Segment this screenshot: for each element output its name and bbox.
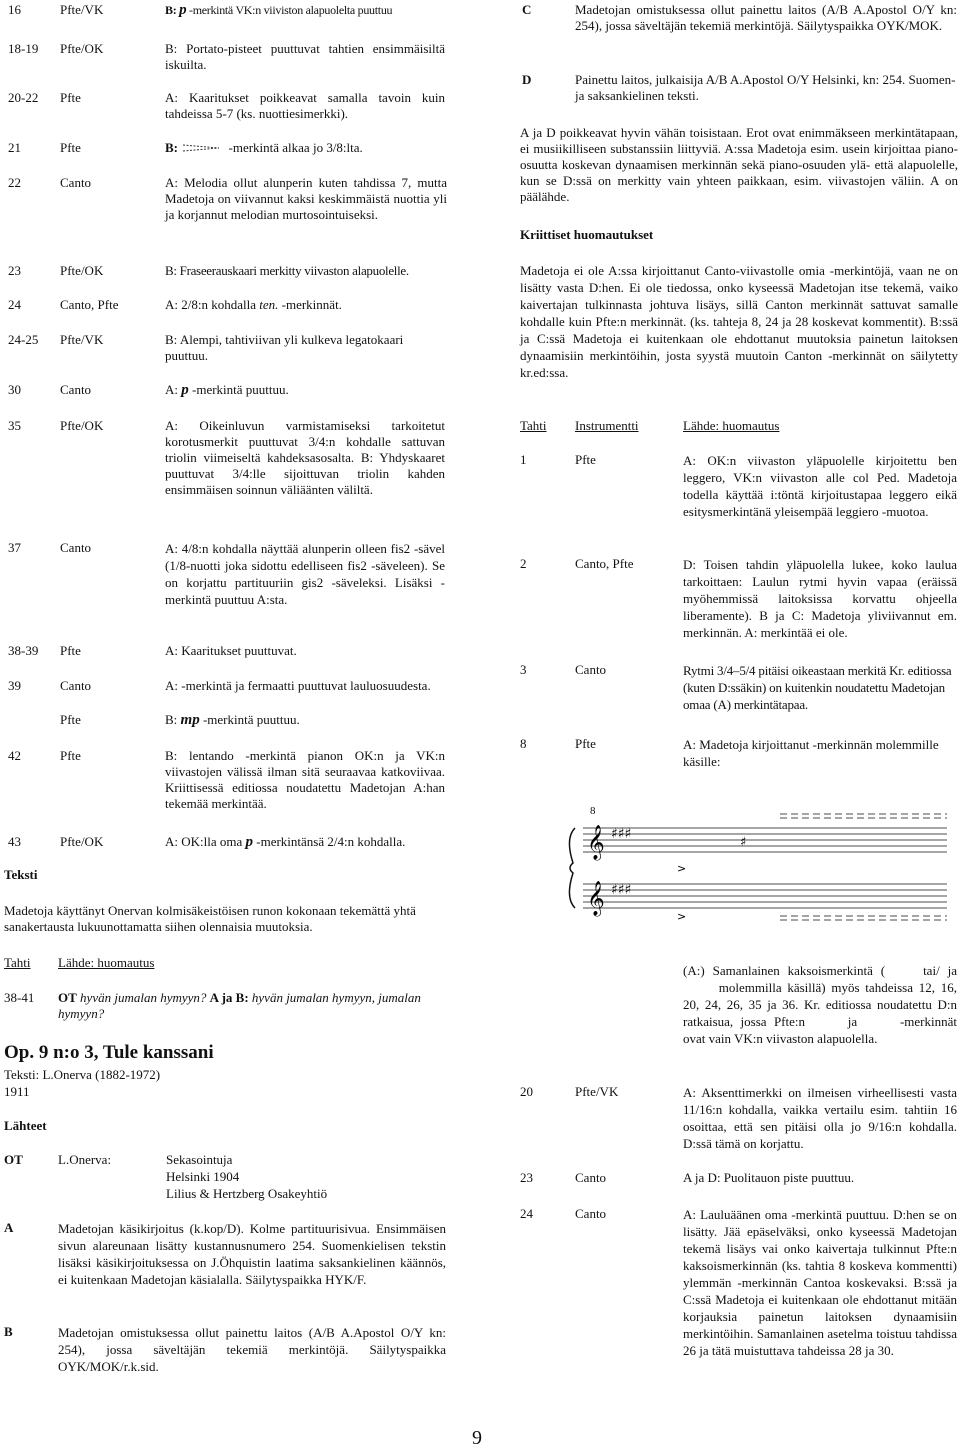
text-author: Teksti: L.Onerva (1882-1972) — [4, 1067, 161, 1082]
svg-text:>: > — [677, 862, 687, 875]
note-prefix: A: — [165, 382, 182, 397]
instrument: Pfte — [60, 712, 81, 727]
page-number: 9 — [472, 1427, 482, 1449]
instrument: Canto, Pfte — [575, 556, 634, 571]
bar-number: 37 — [8, 540, 21, 555]
section-heading-kriittiset: Kriittiset huomautukset — [520, 227, 654, 242]
instrument: Pfte/OK — [60, 834, 104, 849]
bar-number: 43 — [8, 834, 21, 849]
note-text: -merkintänsä 2/4:n kohdalla. — [253, 834, 406, 849]
instrument: Canto — [60, 540, 92, 555]
note-text: (A:) Samanlainen kaksoismerkintä ( — [683, 963, 886, 978]
bar-number: 38-39 — [8, 643, 39, 658]
dynamic-mark: mp — [180, 712, 200, 728]
instrument: Canto — [575, 1206, 607, 1221]
instrument: Canto — [60, 175, 92, 190]
note: Rytmi 3/4–5/4 pitäisi oikeastaan merkitä Kr. editiossa (kuten D:ssäkin) on kuitenkin noudatettu Madetojan omaa (A) merkintätapaa. — [683, 663, 952, 712]
italic-term: ten. — [259, 297, 279, 312]
bar-number: 24-25 — [8, 332, 39, 347]
instrument-text: Pfte/VK — [60, 2, 104, 17]
note: B: Fraseerauskaari merkitty viivaston alapuolelle. — [165, 263, 409, 278]
note — [165, 712, 445, 728]
note: A: Aksenttimerkki on ilmeisen virheellisesti vasta 11/16:n kohdalla, vaikka vertailu esim. tahtiin 16 osoittaa, että sen pitäisi olla jo 9/16:n kohdalla. D:ssä tämä on korjattu. — [683, 1085, 957, 1151]
diminuendo-icon — [181, 140, 225, 156]
note-text: ja — [947, 963, 958, 978]
column-header: Instrumentti — [575, 418, 639, 433]
bar-number: 20-22 — [8, 90, 39, 105]
instrument: Pfte/VK — [60, 332, 104, 347]
bar-number: 24 — [520, 1206, 533, 1221]
instrument: Pfte — [60, 90, 81, 105]
note-text: -merkintä puuttuu. — [188, 382, 289, 397]
music-bar-number: 8 — [590, 805, 596, 817]
bar-number: 3 — [520, 662, 527, 677]
source-key: D — [522, 72, 532, 87]
note: B: Portato-pisteet puuttuvat tahtien ensimmäisiltä iskuilta. — [165, 41, 445, 72]
source-key: A — [4, 1220, 14, 1235]
note: A: Oikeinluvun varmistamiseksi tarkoitetut korotusmerkit puuttuvat 3/4:n kohdalle sattuvan triolin viimeiseltä kahdeksasosalta. B: Yhdyskaaret puuttuvat 3/4:lle sijoittuvan triolin kahden ensimmäisen soinnun väliäänten väliltä. — [165, 418, 445, 497]
note: A: 4/8:n kohdalla näyttää alunperin olleen fis2 -sävel (1/8-nuotti joka sidottu edelliseen fis2 -säveleen). Se on korjattu partituuriin gis2 -säveleksi. Lisäksi -merkintä puuttuu A:sta. — [165, 541, 445, 607]
source-description: Madetojan omistuksessa ollut painettu laitos (A/B A.Apostol O/Y kn: 254), jossa säveltäjän tekemiä merkintöjä. Säilytyspaikka OYK/MOK. — [575, 2, 957, 33]
instrument: Canto — [60, 678, 92, 693]
bar-number: 20 — [520, 1084, 533, 1099]
source-line: Sekasointuja — [166, 1152, 233, 1167]
column-header: Lähde: huomautus — [683, 418, 780, 433]
bar-number: 23 — [8, 263, 21, 278]
dynamic-mark: p — [245, 834, 254, 850]
note: D: Toisen tahdin yläpuolella lukee, koko laulua tarkoittaen: Laulun rytmi hyvin vapaa (eräissä myöhemmissä laitoksissa korvattu ohjeella liberamente). B ja C: Madetoja yliviivannut em. merkinnän. A: merkintää ei ole. — [683, 557, 957, 640]
bar-number: 2 — [520, 556, 527, 571]
svg-text:♯: ♯ — [740, 835, 747, 850]
note: A: Lauluäänen oma -merkintä puuttuu. D:hen se on lisätty. Jää epäselväksi, onko kyseessä Madetojan tekemä lisäys vai onko kaivertaja tulkinnut Pfte:n kaksoismerkinnän (ks. tahtia 8 koskeva kommentti) ylemmän -merkinnän Cantoa koskevaksi. B:ssä ja C:ssä Madetoja ei kuitenkaan ole ehdottanut mitään korjauksia painetun laitoksen dynaamisiin merkintöihin. Samanlainen asetelma toistuu tahdissa 26 ja tätä muistuttava tahdeissa 28 ja 30. — [683, 1207, 957, 1358]
note-text: -merkinnät ovat vain VK:n viivaston alapuolella. — [683, 1014, 957, 1046]
note — [165, 297, 445, 313]
composition-year: 1911 — [4, 1084, 30, 1099]
note: A: OK:n viivaston yläpuolelle kirjoitettu ben leggero, VK:n viivaston alle col Ped. Madetoja todella käyttää i:töntä kirjoitustapaa leggero eikä esitysmerkintänä yleisempää leggiero -muotoa. — [683, 453, 957, 519]
note — [165, 2, 445, 18]
bar-number — [8, 2, 21, 18]
note — [165, 382, 445, 398]
dynamic-mark: p — [181, 382, 189, 398]
svg-text:𝄞: 𝄞 — [587, 825, 605, 860]
svg-text:𝄞: 𝄞 — [587, 881, 605, 916]
note-prefix: A: OK:lla oma — [165, 834, 246, 849]
note-text: -merkinnät. — [278, 297, 342, 312]
bar-number: 35 — [8, 418, 21, 433]
text-variant-note — [58, 990, 448, 1022]
source-line: Helsinki 1904 — [166, 1169, 240, 1184]
instrument: Pfte — [575, 452, 596, 467]
instrument: Canto — [60, 382, 92, 397]
instrument: Pfte/VK — [575, 1084, 619, 1099]
source-description: Painettu laitos, julkaisija A/B A.Apostol O/Y Helsinki, kn: 254. Suomen- ja saksankielinen teksti. — [575, 72, 956, 103]
source-key: OT — [58, 990, 77, 1005]
instrument: Pfte — [575, 736, 596, 751]
section-heading-lahteet: Lähteet — [4, 1118, 47, 1133]
note-text: -merkintä alkaa jo 3/8:lta. — [225, 140, 363, 155]
note: A ja D: Puolitauon piste puuttuu. — [683, 1170, 855, 1185]
note-prefix: B: — [165, 3, 180, 17]
bar-number: 22 — [8, 175, 21, 190]
svg-text:>: > — [677, 910, 687, 923]
section-heading-teksti: Teksti — [4, 867, 38, 882]
source-description: Madetojan käsikirjoitus (k.kop/D). Kolme partituurisivua. Ensimmäisen sivun alareunaan lisätty kustannusnumero 254. Suomenkielisen tekstin lisäksi käsikirjoituksessa on J.Öhquistin laatima saksankielinen käännös, ei kuitenkaan Madetojan käsialalla. Säilytyspaikka HYK/F. — [58, 1221, 446, 1287]
bar-number: 8 — [520, 736, 527, 751]
instrument: Pfte/OK — [60, 263, 104, 278]
bar-number: 30 — [8, 382, 21, 397]
instrument: Canto, Pfte — [60, 297, 119, 312]
instrument — [60, 2, 103, 18]
note: A: Madetoja kirjoittanut -merkinnän molemmille käsille: — [683, 737, 939, 769]
note: B: lentando -merkintä pianon OK:n ja VK:n viivastojen välissä ilman sitä seuraavaa katkoviivaa. Kriittisessä editiossa noudatettu Madetojan A:han tekemää merkintää. — [165, 748, 445, 811]
svg-text:♯♯♯: ♯♯♯ — [611, 882, 632, 898]
instrument: Pfte — [60, 643, 81, 658]
bar-number: 21 — [8, 140, 21, 155]
note-text: tai/ — [915, 963, 940, 978]
note: A: Melodia ollut alunperin kuten tahdissa 7, mutta Madetoja on viivannut kaksi keskimmäistä nuottia yli ja korjannut melodian murtosointuiseksi. — [165, 175, 447, 222]
column-header: Tahti — [4, 955, 31, 970]
music-example-staff — [565, 808, 950, 938]
source-author: L.Onerva: — [58, 1152, 112, 1167]
note-prefix: B: — [165, 140, 182, 155]
source-key: A ja B: — [209, 990, 249, 1005]
bar-number: 39 — [8, 678, 21, 693]
source-description: Madetojan omistuksessa ollut painettu laitos (A/B A.Apostol O/Y kn: 254), jossa säveltäjän tekemiä merkintöjä. Säilytyspaikka OYK/MOK/r.k.sid. — [58, 1325, 446, 1374]
variant-text: hyvän jumalan hymyyn, jumalan hymyyn? — [58, 990, 421, 1021]
note: A: -merkintä ja fermaatti puuttuvat lauluosuudesta. — [165, 678, 431, 693]
note-prefix: A: 2/8:n kohdalla — [165, 297, 260, 312]
teksti-paragraph: Madetoja käyttänyt Onervan kolmisäkeistöisen runon kokonaan tekemättä yhtä sanakertausta lukuunottamatta siihen olennaisia muutoksia. — [4, 903, 416, 934]
sources-comparison-paragraph: A ja D poikkeavat hyvin vähän toisistaan. Erot ovat enimmäkseen merkintätapaan, ei musiikilliseen substanssiin liittyviä. A:ssa Madetoja esim. usein kirjoittaa piano-osuutta koskevan dynaamisen merkinnän sekä piano-osuuden ylä- että alapuolelle, kun se D:ssä on merkitty vain yhteen paikkaan, esim. viivastojen väliin. A on päälähde. — [520, 125, 958, 204]
kriittiset-paragraph: Madetoja ei ole A:ssa kirjoittanut Canto-viivastolle omia -merkintöjä, vaan ne on lisätty vasta D:hen. Ei ole tiedossa, onko kyseessä Madetojan itse tekemä, vaiko kaivertajan tulkinnasta johtuva lisäys, sillä Canton merkinnät sattuvat samalle kohdalle kuin Pfte:n merkinnät. (ks. tahteja 8, 24 ja 28 koskevat kommentit). B:ssä ja C:ssä Madetoja ei kuitenkaan ole ehdottanut muutoksia painetun laitoksen dynaamisiin merkintöihin, josta syystä muutoin Canton -merkinnät on säilytetty kr.ed:ssa. — [520, 263, 958, 380]
note: B: Alempi, tahtiviivan yli kulkeva legatokaari puuttuu. — [165, 332, 404, 363]
note-prefix: B: — [165, 712, 181, 727]
instrument: Pfte/OK — [60, 41, 104, 56]
note — [165, 834, 450, 850]
note: A: Kaaritukset poikkeavat samalla tavoin kuin tahdeissa 5-7 (ks. nuottiesimerkki). — [165, 90, 445, 121]
svg-text:♯♯♯: ♯♯♯ — [611, 826, 632, 842]
instrument: Pfte — [60, 748, 81, 763]
bar-number: 38-41 — [4, 990, 35, 1005]
bar-text: 16 — [8, 2, 21, 17]
instrument: Canto — [575, 1170, 607, 1185]
column-header: Tahti — [520, 418, 547, 433]
instrument: Pfte/OK — [60, 418, 104, 433]
bar-number: 18-19 — [8, 41, 39, 56]
bar-number: 42 — [8, 748, 21, 763]
source-key: B — [4, 1324, 13, 1339]
source-key: OT — [4, 1152, 23, 1167]
dynamic-mark: p — [179, 2, 187, 18]
note-text: molemmilla käsillä) myös tahdeissa 12, 16, 20, 24, 26, 35 ja 36. Kr. editiossa noudatettu D:n ratkaisua, jossa Pfte:n — [683, 980, 957, 1029]
note-text: -merkintä VK:n viiviston alapuolelta puuttuu — [186, 3, 393, 17]
double-marking-note — [683, 962, 957, 1047]
bar-number: 23 — [520, 1170, 533, 1185]
column-header: Lähde: huomautus — [58, 955, 155, 970]
bar-number: 1 — [520, 452, 527, 467]
source-key: C — [522, 2, 532, 17]
work-title: Op. 9 n:o 3, Tule kanssani — [4, 1042, 214, 1063]
variant-text: hyvän jumalan hymyyn? — [80, 990, 207, 1005]
note: A: Kaaritukset puuttuvat. — [165, 643, 297, 658]
bar-number: 24 — [8, 297, 21, 312]
note-text: -merkintä puuttuu. — [199, 712, 300, 727]
instrument: Pfte — [60, 140, 81, 155]
instrument: Canto — [575, 662, 607, 677]
source-line: Lilius & Hertzberg Osakeyhtiö — [166, 1186, 328, 1201]
note-text: ja — [847, 1014, 865, 1029]
note — [165, 140, 445, 156]
